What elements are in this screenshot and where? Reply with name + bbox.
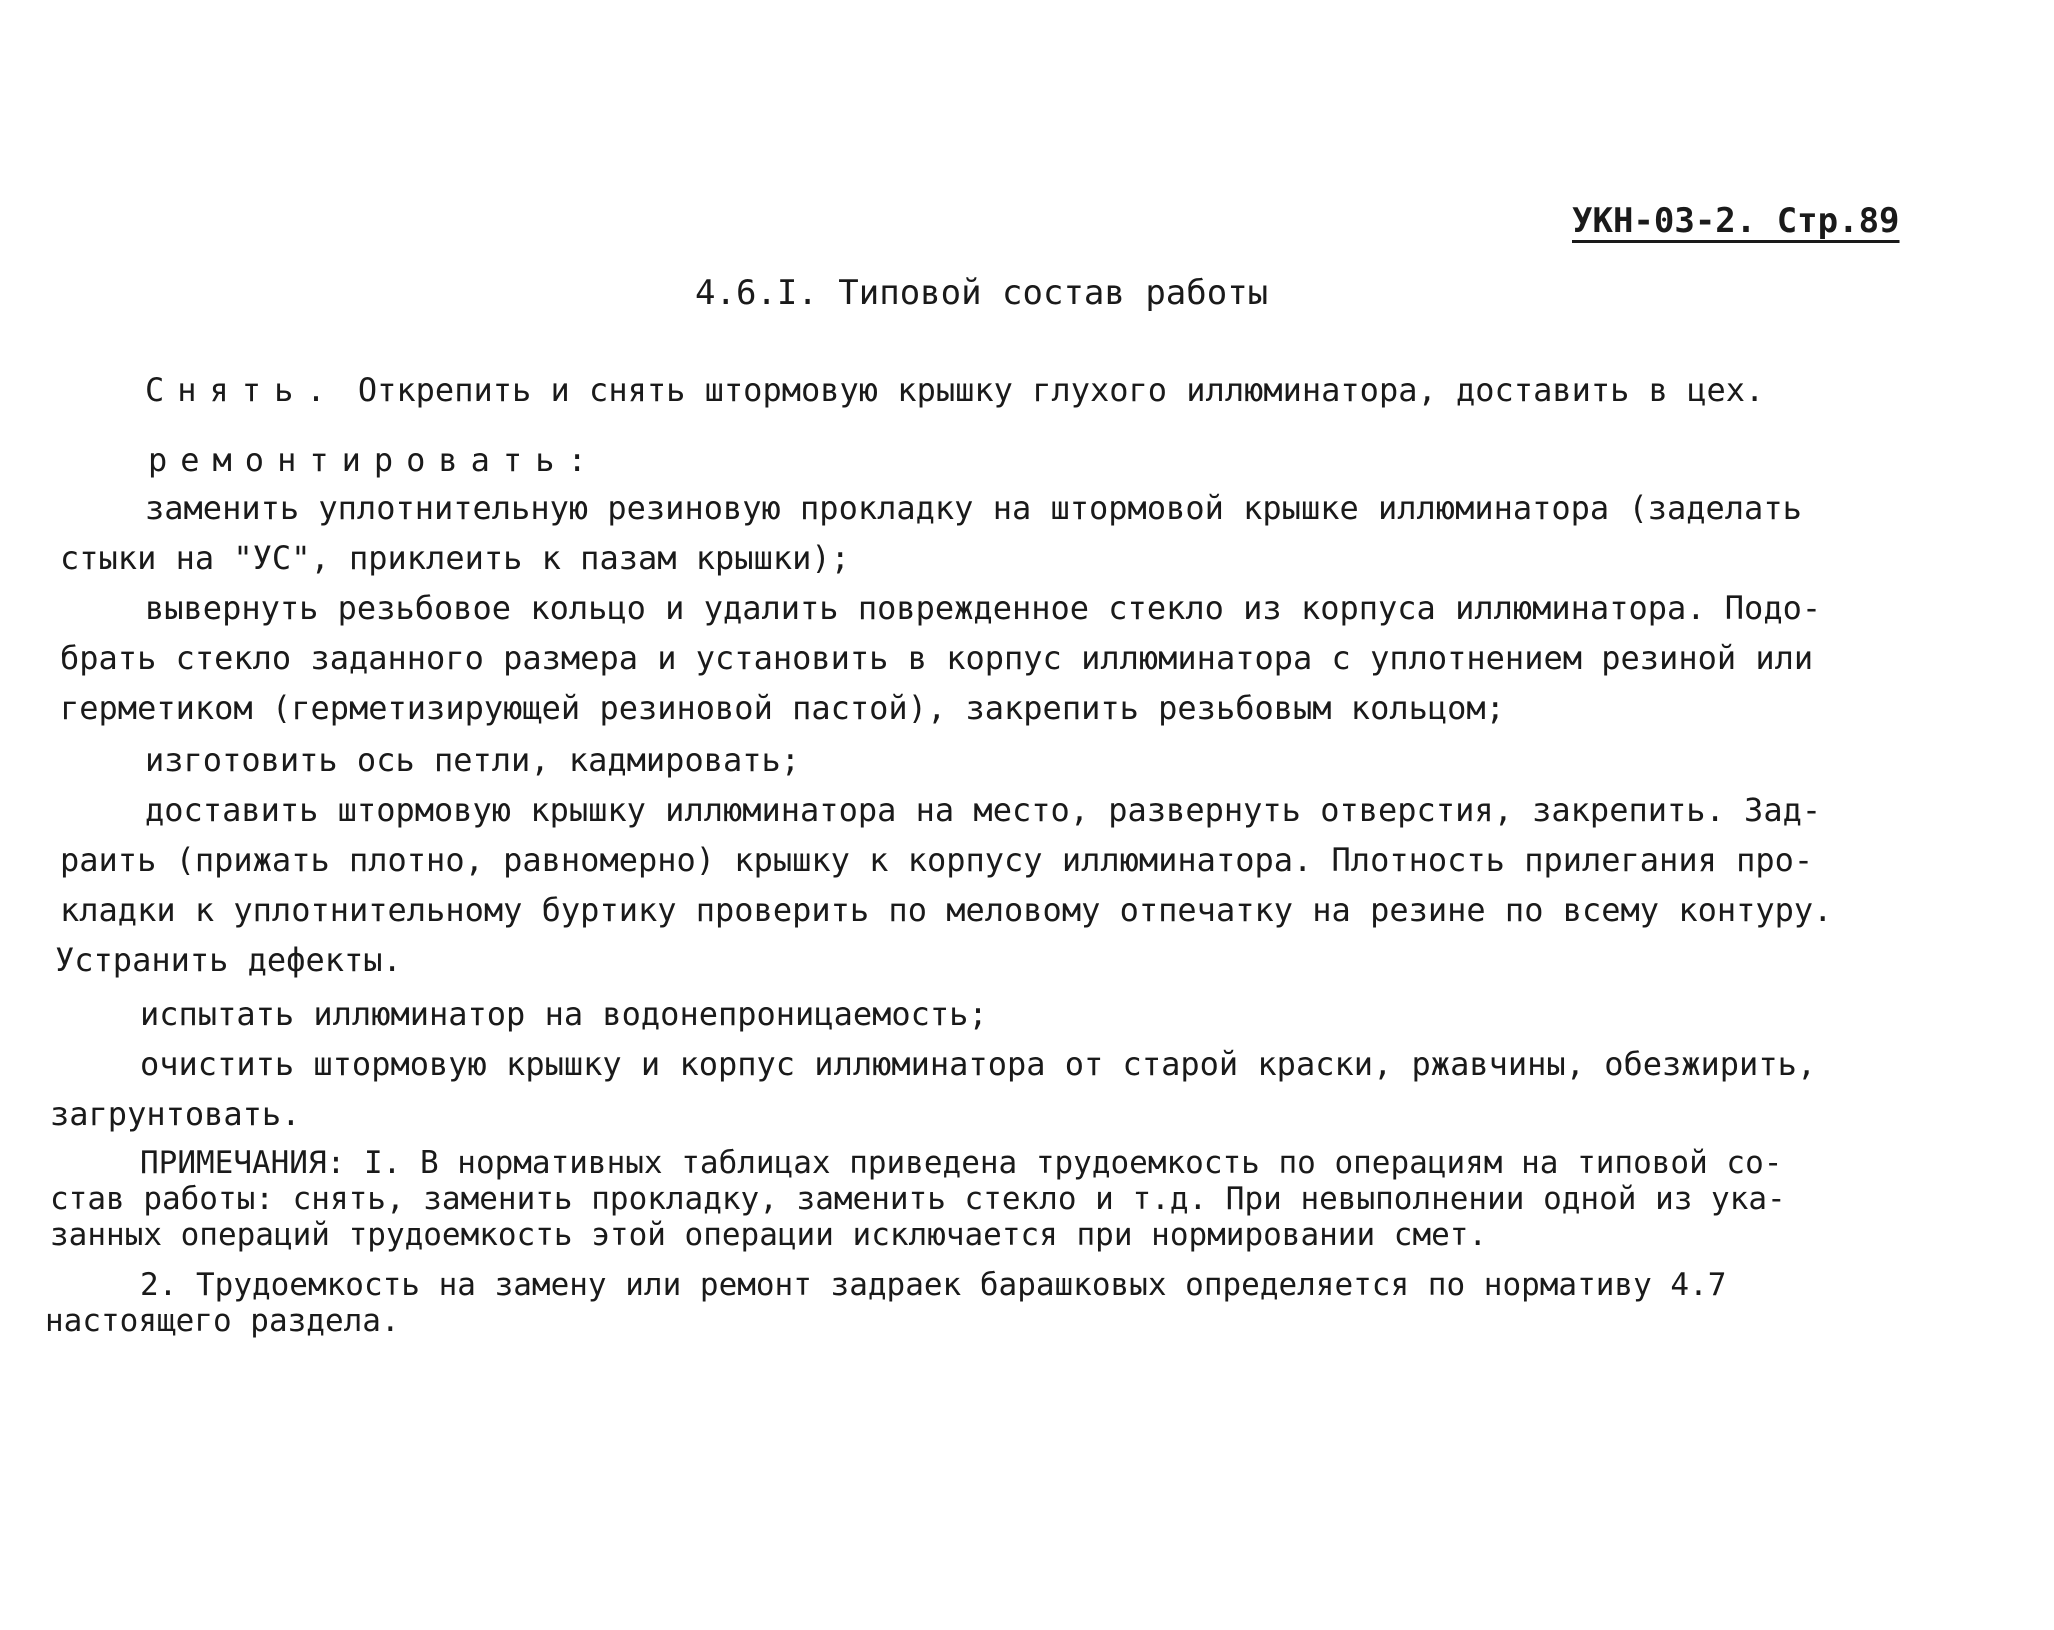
remove-text: Открепить и снять штормовую крышку глухого иллюминатора, доставить в цех.	[338, 371, 1765, 409]
item1-line1: заменить уплотнительную резиновую прокладку на штормовой крышке иллюминатора (заделать	[145, 489, 1802, 527]
item4-line4: Устранить дефекты.	[55, 941, 402, 979]
item4-line3: кладки к уплотнительному буртику проверить по меловому отпечатку на резине по всему контуру.	[60, 891, 1833, 929]
remove-paragraph	[145, 371, 1765, 409]
item3-line1: изготовить ось петли, кадмировать;	[145, 741, 801, 779]
document-code: УКН-03-2. Стр.89	[1572, 201, 1900, 241]
item4-line2: раить (прижать плотно, равномерно) крышку к корпусу иллюминатора. Плотность прилегания про-	[60, 841, 1814, 879]
item5-line1: испытать иллюминатор на водонепроницаемость;	[140, 995, 988, 1033]
item2-line2: брать стекло заданного размера и установить в корпус иллюминатора с уплотнением резиной или	[60, 639, 1814, 677]
item6-line2: загрунтовать.	[50, 1095, 301, 1133]
item2-line3: герметиком (герметизирующей резиновой пастой), закрепить резьбовым кольцом;	[60, 689, 1505, 727]
item6-line1: очистить штормовую крышку и корпус иллюминатора от старой краски, ржавчины, обезжирить,	[140, 1045, 1817, 1083]
item1-line2: стыки на "УС", приклеить к пазам крышки);	[60, 539, 850, 577]
note1-line1: ПРИМЕЧАНИЯ: I. В нормативных таблицах приведена трудоемкость по операциям на типовой со-	[140, 1145, 1783, 1181]
remove-keyword: Снять.	[145, 371, 339, 409]
note1-line2: став работы: снять, заменить прокладку, заменить стекло и т.д. При невыполнении одной из ука-	[50, 1181, 1786, 1217]
item2-line1: вывернуть резьбовое кольцо и удалить поврежденное стекло из корпуса иллюминатора. Подо-	[145, 589, 1822, 627]
note2-line1: 2. Трудоемкость на замену или ремонт задраек барашковых определяется по нормативу 4.7	[140, 1267, 1727, 1303]
item4-line1: доставить штормовую крышку иллюминатора на место, развернуть отверстия, закрепить. Зад-	[145, 791, 1822, 829]
note1-line3: занных операций трудоемкость этой операции исключается при нормировании смет.	[50, 1217, 1488, 1253]
note2-line2: настоящего раздела.	[45, 1303, 400, 1339]
section-title: 4.6.I. Типовой состав работы	[695, 273, 1269, 313]
repair-keyword: ремонтировать:	[148, 441, 600, 479]
